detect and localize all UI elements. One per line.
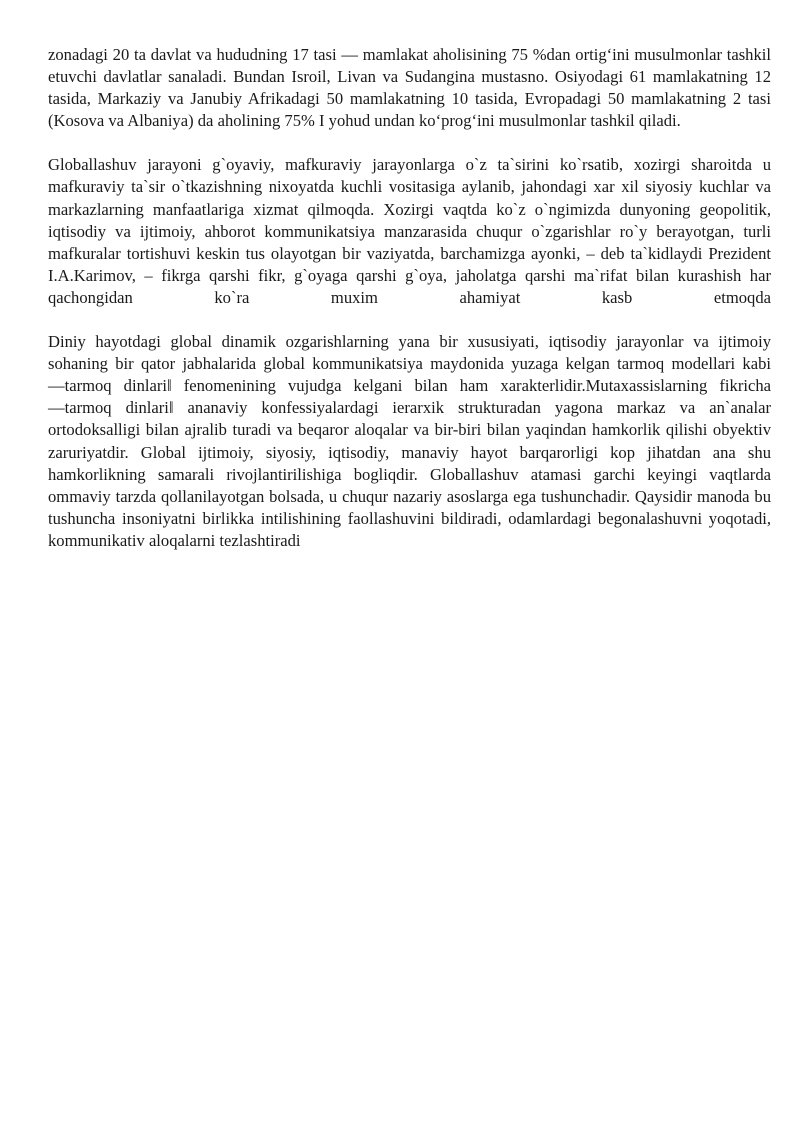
paragraph-network-religions: Diniy hayotdagi global dinamik ozgarishlarning yana bir xususiyati, iqtisodiy jarayonlar va ijtimoiy sohaning bir qator jabhalarida global kommunikatsiya maydonida yuzaga kelgan tarmoq modellari kabi ―tarmoq dinlari‖ fenomenining vujudga kelgani bilan ham xarakterlidir.Mutaxassislarning fikricha ―tarmoq dinlari‖ ananaviy konfessiyalardagi ierarxik strukturadan yagona markaz va an`analar ortodoksalligi bilan ajralib turadi va beqaror aloqalar va bir-biri bilan yaqindan hamkorlik qilishi obyektiv zaruriyatdir. Global ijtimoiy, siyosiy, iqtisodiy, manaviy hayot barqarorligi kop jihatdan ana shu hamkorlikning samarali rivojlantirilishiga bogliqdir. Globallashuv atamasi garchi keyingi vaqtlarda ommaviy tarzda qollanilayotgan bolsada, u chuqur nazariy asoslarga ega tushunchadir. Qaysidir manoda bu tushuncha insoniyatni birlikka intilishining faollashuvini bildiradi, odamlardagi begonalashuvni yoqotadi, kommunikativ aloqalarni tezlashtiradi	[48, 332, 771, 550]
document-page	[48, 44, 771, 574]
paragraph-globalization-ideology: Globallashuv jarayoni g`oyaviy, mafkuraviy jarayonlarga o`z ta`sirini ko`rsatib, xozirgi sharoitda u mafkuraviy ta`sir o`tkazishning nixoyatda kuchli vositasiga aylanib, jahondagi xar xil siyosiy kuchlar va markazlarning manfaatlariga xizmat qilmoqda. Xozirgi vaqtda ko`z o`ngimizda dunyoning geopolitik, iqtisodiy va ijtimoiy, ahborot kommunikatsiya manzarasida chuqur o`zgarishlar ro`y berayotgan, turli mafkuralar tortishuvi keskin tus olayotgan bir vaziyatda, barchamizga ayonki, – deb ta`kidlaydi Prezident I.A.Karimov, – fikrga qarshi fikr, g`oyaga qarshi g`oya, jaholatga qarshi ma`rifat bilan kurashish har qachongidan ko`ra muxim ahamiyat kasb etmoqda	[48, 155, 771, 307]
paragraph-muslim-countries: zonadagi 20 ta davlat va hududning 17 tasi — mamlakat aholisining 75 %dan ortig‘ini musulmonlar tashkil etuvchi davlatlar sanaladi. Bundan Isroil, Livan va Sudangina mustasno. Osiyodagi 61 mamlakatning 12 tasida, Markaziy va Janubiy Afrikadagi 50 mamlakatning 10 tasida, Evropadagi 50 mamlakatning 2 tasi (Kosova va Albaniya) da aholining 75% I yohud undan ko‘prog‘ini musulmonlar tashkil qiladi.	[48, 45, 771, 131]
